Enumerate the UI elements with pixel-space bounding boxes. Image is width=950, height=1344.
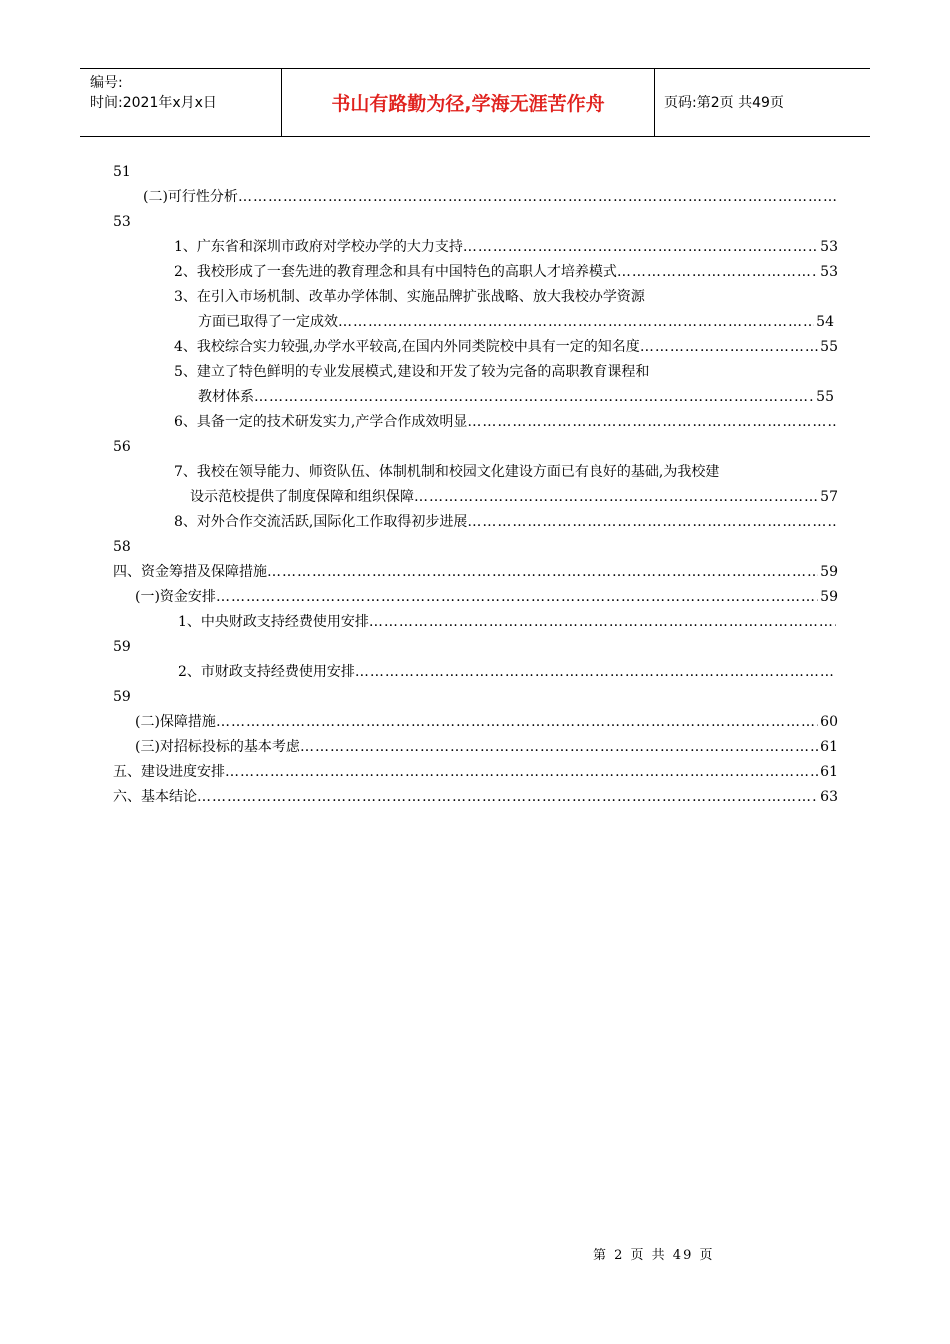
toc-entry[interactable] (174, 261, 838, 283)
toc-leader-dots (414, 486, 818, 508)
toc-entry-title: 方面已取得了一定成效 (198, 314, 338, 330)
toc-entry-title: (二)保障措施 (135, 714, 216, 730)
toc-leader-dots (267, 561, 818, 583)
toc-leader-dots (216, 711, 818, 733)
toc-entry[interactable] (174, 511, 836, 533)
toc-entry-title[interactable]: 5、建立了特色鲜明的专业发展模式,建设和开发了较为完备的高职教育课程和 (174, 364, 650, 380)
toc-entry-title: 五、建设进度安排 (113, 764, 225, 780)
toc-leader-dots (467, 411, 836, 433)
toc-leader-dots (225, 761, 818, 783)
toc-entry-page: 57 (820, 489, 838, 505)
toc-entry[interactable] (198, 386, 834, 408)
toc-entry-page: 55 (816, 389, 834, 405)
toc-entry-page: 53 (820, 264, 838, 280)
toc-entry-title[interactable]: 7、我校在领导能力、师资队伍、体制机制和校园文化建设方面已有良好的基础,为我校建 (174, 464, 720, 480)
toc-leader-dots (338, 311, 814, 333)
document-number-label: 编号: (90, 75, 123, 91)
header-page-label: 页码:第2页 共49页 (664, 95, 784, 111)
toc-leader-dots (467, 511, 836, 533)
toc-entry[interactable] (174, 411, 836, 433)
toc-entry-page: 54 (816, 314, 834, 330)
toc-entry-title: 2、市财政支持经费使用安排 (178, 664, 355, 680)
toc-page-number: 58 (113, 539, 131, 555)
toc-entry[interactable] (174, 336, 838, 358)
toc-entry-title: 2、我校形成了一套先进的教育理念和具有中国特色的高职人才培养模式 (174, 264, 617, 280)
toc-entry-title: 六、基本结论 (113, 789, 197, 805)
toc-entry-title: 8、对外合作交流活跃,国际化工作取得初步进展 (174, 514, 468, 530)
toc-entry-title: 设示范校提供了制度保障和组织保障 (190, 489, 414, 505)
toc-entry-page: 63 (820, 789, 838, 805)
toc-entry[interactable] (113, 761, 838, 783)
toc-leader-dots (369, 611, 836, 633)
toc-leader-dots (640, 336, 818, 358)
toc-entry-page: 55 (820, 339, 838, 355)
header-motto: 书山有路勤为径,学海无涯苦作舟 (281, 69, 655, 136)
toc-entry[interactable] (113, 561, 838, 583)
toc-entry[interactable] (143, 186, 837, 208)
toc-entry-page: 59 (820, 564, 838, 580)
toc-page-number: 51 (113, 164, 131, 180)
page-footer: 第 2 页 共 49 页 (593, 1248, 715, 1263)
toc-page-number: 59 (113, 639, 131, 655)
page-header (80, 68, 870, 137)
toc-entry-title: (三)对招标投标的基本考虑 (135, 739, 300, 755)
toc-entry-title: 教材体系 (198, 389, 254, 405)
toc-leader-dots (254, 386, 814, 408)
toc-leader-dots (463, 236, 818, 258)
toc-entry[interactable] (135, 586, 838, 608)
toc-leader-dots (355, 661, 836, 683)
toc-page-number: 56 (113, 439, 131, 455)
toc-entry[interactable] (178, 611, 836, 633)
toc-entry[interactable] (178, 661, 836, 683)
toc-leader-dots (197, 786, 818, 808)
toc-entry-page: 53 (820, 239, 838, 255)
toc-entry-title: (一)资金安排 (135, 589, 216, 605)
toc-entry-page: 60 (820, 714, 838, 730)
toc-leader-dots (617, 261, 818, 283)
toc-entry-page: 59 (820, 589, 838, 605)
toc-entry-title: 6、具备一定的技术研发实力,产学合作成效明显 (174, 414, 468, 430)
toc-page-number: 53 (113, 214, 131, 230)
toc-leader-dots (216, 586, 818, 608)
toc-entry[interactable] (174, 236, 838, 258)
toc-entry-title[interactable]: 3、在引入市场机制、改革办学体制、实施品牌扩张战略、放大我校办学资源 (174, 289, 645, 305)
toc-entry[interactable] (135, 736, 838, 758)
toc-entry-title: 1、中央财政支持经费使用安排 (178, 614, 369, 630)
header-left (90, 73, 217, 113)
toc-entry-title: 1、广东省和深圳市政府对学校办学的大力支持 (174, 239, 463, 255)
toc-entry[interactable] (135, 711, 838, 733)
toc-leader-dots (300, 736, 818, 758)
toc-entry-page: 61 (820, 764, 838, 780)
document-time-label: 时间:2021年x月x日 (90, 95, 217, 111)
toc-leader-dots (238, 186, 837, 208)
toc-entry-title: 4、我校综合实力较强,办学水平较高,在国内外同类院校中具有一定的知名度 (174, 339, 640, 355)
toc-entry[interactable] (190, 486, 838, 508)
toc-page-number: 59 (113, 689, 131, 705)
toc-entry[interactable] (198, 311, 834, 333)
toc-entry[interactable] (113, 786, 838, 808)
toc-entry-page: 61 (820, 739, 838, 755)
toc-entry-title: (二)可行性分析 (143, 189, 238, 205)
toc-entry-title: 四、资金筹措及保障措施 (113, 564, 267, 580)
